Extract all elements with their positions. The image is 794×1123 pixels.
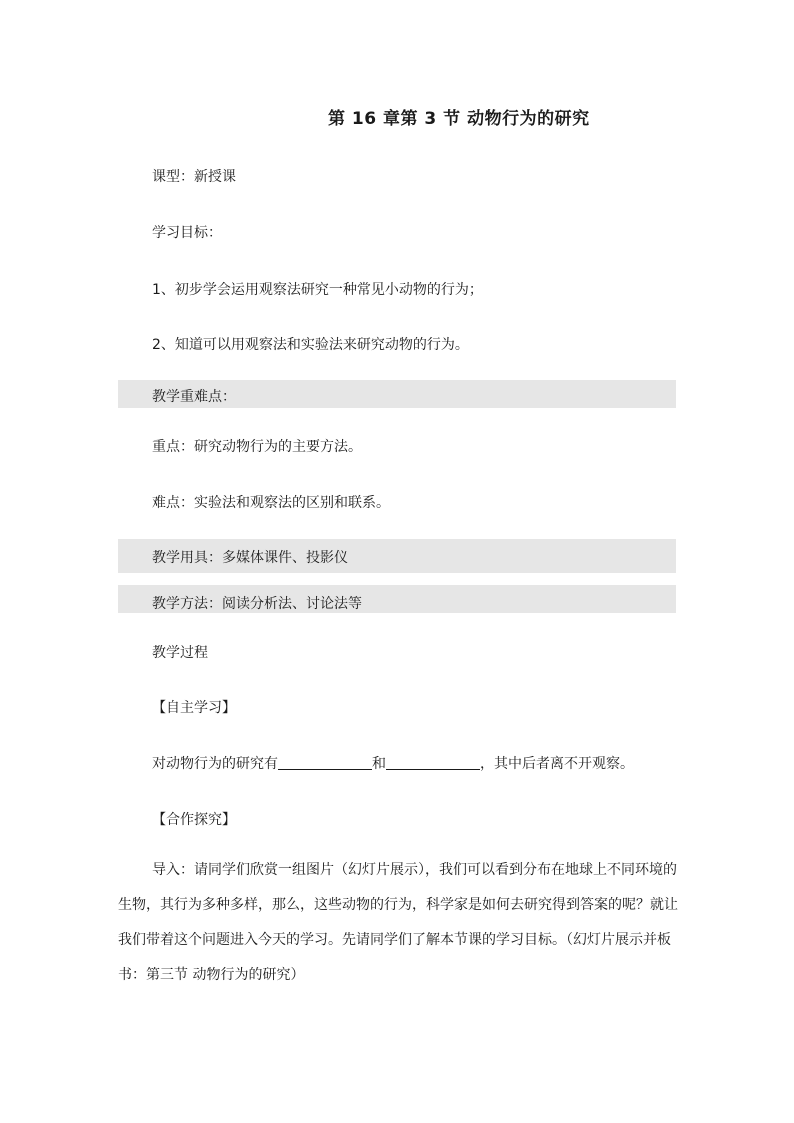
process-heading: 教学过程 [152,645,208,661]
fill-blank-1[interactable] [278,755,372,770]
lesson-type: 课型：新授课 [152,169,236,185]
intro-paragraph [118,853,676,993]
fill-blank-2[interactable] [386,755,480,770]
objectives-heading: 学习目标： [152,225,222,241]
question-text-2: 和 [372,756,386,772]
objective-item-2: 2、知道可以用观察法和实验法来研究动物的行为。 [152,337,469,353]
question-text-3: ，其中后者离不开观察。 [480,756,634,772]
difficulty-point: 难点：实验法和观察法的区别和联系。 [152,495,390,511]
objective-item-1: 1、初步学会运用观察法研究一种常见小动物的行为； [152,282,483,298]
intro-line: 生物，其行为多种多样，那么，这些动物的行为，科学家是如何去研究得到答案的呢？就让 [118,897,678,913]
teaching-tools: 教学用具：多媒体课件、投影仪 [152,550,348,566]
tools-band [118,539,676,573]
key-point: 重点：研究动物行为的主要方法。 [152,439,362,455]
self-study-heading: 【自主学习】 [152,700,236,716]
key-points-band [118,380,676,408]
lesson-title: 第 16 章第 3 节 动物行为的研究 [328,109,590,129]
intro-line: 导入：请同学们欣赏一组图片（幻灯片展示），我们可以看到分布在地球上不同环境的 [152,862,677,878]
question-text-1: 对动物行为的研究有 [152,756,278,772]
intro-line: 我们带着这个问题进入今天的学习。先请同学们了解本节课的学习目标。（幻灯片展示并板 [118,932,671,948]
intro-line: 书：第三节 动物行为的研究） [118,967,305,983]
coop-heading: 【合作探究】 [152,812,236,828]
methods-band [118,585,676,613]
self-study-question [152,753,634,773]
teaching-methods: 教学方法：阅读分析法、讨论法等 [152,596,362,612]
key-points-heading: 教学重难点： [152,389,236,405]
